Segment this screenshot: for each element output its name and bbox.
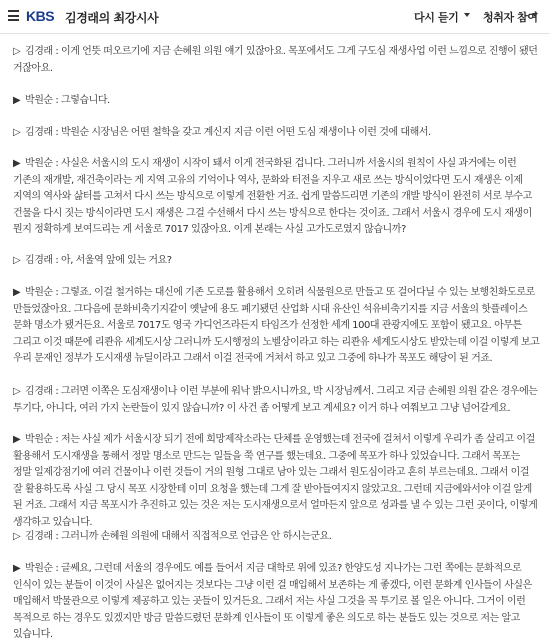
transcript-text: 김경래 : 그러니까 손혜원 의원에 대해서 직접적으로 언급은 안 하시는군요. bbox=[24, 531, 332, 542]
menu-icon[interactable] bbox=[8, 10, 19, 21]
transcript-text: 박원순 : 그렇습니다. bbox=[24, 95, 110, 106]
kbs-logo[interactable] bbox=[26, 6, 60, 26]
speaker-marker: ▷ bbox=[13, 46, 21, 57]
kbs-logo-mark bbox=[26, 9, 60, 23]
speaker-marker: ▶ bbox=[13, 563, 21, 574]
program-title[interactable]: 김경래의 최강시사 bbox=[65, 11, 159, 25]
speaker-marker: ▶ bbox=[13, 287, 21, 298]
speaker-marker: ▷ bbox=[13, 127, 21, 138]
speaker-marker: ▶ bbox=[13, 434, 21, 445]
transcript-text: 김경래 : 박원순 시장님은 어떤 철학을 갖고 계신지 지금 이런 어떤 도심 재생이나 이런 것에 대해서. bbox=[24, 127, 431, 138]
transcript-paragraph bbox=[13, 529, 540, 546]
transcript-paragraph bbox=[13, 561, 540, 644]
speaker-marker: ▷ bbox=[13, 386, 21, 397]
transcript-text: 박원순 : 저는 사실 제가 서울시장 되기 전에 희망제작소라는 단체를 운영했는데 전국에 걸쳐서 이렇게 우리가 좀 살리고 이걸 활용해서 도시재생을 통해서 정말 명소로 만드는 일들을 쭉 연구를 했는데요. 그중에 목포가 하나 있었습니다. 그래서 목포는 정말 일제강점기에 여러 건물이나 이런 것들이 거의 원형 그대로 남아 있는 그래서 원도심이라고 흔히 부르는데요. 그래서 이걸 잘 활용하도록 사실 그 당시 목포 시장한테 이미 요청을 했는데 그게 잘 받아들여지지 않았고요. 그런데 지금에와서야 이걸 알게 된 거죠. 그래서 지금 목포시가 추진하고 있는 것은 저는 도시재생으로서 얼마든지 앞으로 성과를 낼 수 있는 그런 곳이다, 이렇게 생각하고 있습니다. bbox=[13, 434, 538, 528]
app-header bbox=[0, 0, 550, 34]
rewatch-menu[interactable]: 다시 듣기 bbox=[414, 11, 459, 24]
transcript-paragraph bbox=[13, 432, 540, 531]
listener-participation-menu[interactable]: 청취자 참여 bbox=[483, 11, 538, 24]
transcript-text: 박원순 : 사실은 서울시의 도시 재생이 시작이 돼서 이게 전국화된 겁니다. 그러니까 서울시의 원칙이 사실 과거에는 이런 기존의 재개발, 재건축이라는 게 지역 고유의 기억이나 역사, 문화와 터전을 지우고 새로 쓰는 방식이었다면 도시 재생은 이제 지역의 역사와 삶터를 고쳐서 다시 쓰는 방식으로 이렇게 전환한 거죠. 쉽게 말씀드리면 기존의 개발 방식이 완전히 서로 부수고 건물을 다시 짓는 방식이라면 도시 재생은 그걸 수선해서 다시 쓰는 방식으로 한다는 것이죠. 그래서 서울시 경우에 도시 재생이 뭔지 정확하게 보여드리는 게 서울로 7017 있잖아요. 이게 본래는 사실 고가도로였지 않습니까? bbox=[13, 158, 532, 235]
transcript-text: 박원순 : 그렇죠. 이걸 철거하는 대신에 기존 도로를 활용해서 오히려 식물원으로 만들고 또 걸어다닐 수 있는 보행친화도로로 만들었잖아요. 그다음에 문화비축기지같이 옛날에 용도 폐기됐던 산업화 시대 유산인 석유비축기지를 지금 서울의 핫플레이스 문화 명소가 됐거든요. 서울로 7017도 영국 가디언즈라든지 타임즈가 선정한 세계 100대 관광지에도 포함이 됐고요. 아무튼 그리고 이것 때문에 리콴유 세계도시상 그러니까 도시행정의 노벨상이라고 하는 리콴유 세계도시상도 받았는데 이걸 이렇게 보고 우리 문재인 정부가 도시재생 뉴딜이라고 그래서 이걸 전국에 거쳐서 하고 있고 그중에 하나가 목포도 해당이 된 거죠. bbox=[13, 287, 540, 364]
transcript-paragraph bbox=[13, 285, 540, 368]
transcript-paragraph bbox=[13, 44, 540, 77]
transcript-paragraph bbox=[13, 253, 540, 270]
speaker-marker: ▶ bbox=[13, 158, 21, 169]
chevron-down-icon[interactable] bbox=[464, 13, 470, 17]
speaker-marker: ▷ bbox=[13, 255, 21, 266]
transcript-text: 김경래 : 이게 언뜻 떠오르기에 지금 손혜원 의원 얘기 있잖아요. 목포에서도 그게 구도심 재생사업 이런 느낌으로 진행이 됐던 거잖아요. bbox=[13, 46, 538, 74]
transcript-paragraph bbox=[13, 384, 540, 417]
transcript-paragraph bbox=[13, 125, 540, 142]
transcript-text: 김경래 : 그러면 이쪽은 도심재생이나 이런 부분에 워낙 밝으시니까요, 박 시장님께서. 그리고 지금 손혜원 의원 같은 경우에는 투기다, 아니다, 여러 가지 논란들이 있지 않습니까? 이 사건 좀 어떻게 보고 계세요? 이거 하나 여쭤보고 그냥 넘어갈게요. bbox=[13, 386, 538, 414]
transcript-paragraph bbox=[13, 93, 540, 110]
speaker-marker: ▷ bbox=[13, 531, 21, 542]
transcript-text: 김경래 : 아, 서울역 앞에 있는 거요? bbox=[24, 255, 172, 266]
svg-text:KBS: KBS bbox=[26, 9, 55, 23]
transcript-paragraph bbox=[13, 156, 540, 239]
chevron-down-icon[interactable] bbox=[532, 13, 538, 17]
speaker-marker: ▶ bbox=[13, 95, 21, 106]
transcript-text: 박원순 : 글쎄요, 그런데 서울의 경우에도 예를 들어서 지금 대학로 위에 있죠? 한양도성 지나가는 그런 쪽에는 문화적으로 인식이 있는 분들이 이것이 사실은 없어지는 것보다는 그냥 이런 걸 매입해서 보존하는 게 좋겠다, 이런 문화계 인사들이 사실은 매입해서 박물관으로 이렇게 제공하고 있는 곳들이 있거든요. 그래서 저는 사실 그것을 꼭 투기로 볼 일은 아니다. 그거이 이런 목적으로 하는 경우도 있겠지만 방금 말씀드렸던 문화계 인사들이 또 이렇게 좋은 의도로 하는 분들도 있는 것으로 저는 알고 있습니다. bbox=[13, 563, 532, 640]
